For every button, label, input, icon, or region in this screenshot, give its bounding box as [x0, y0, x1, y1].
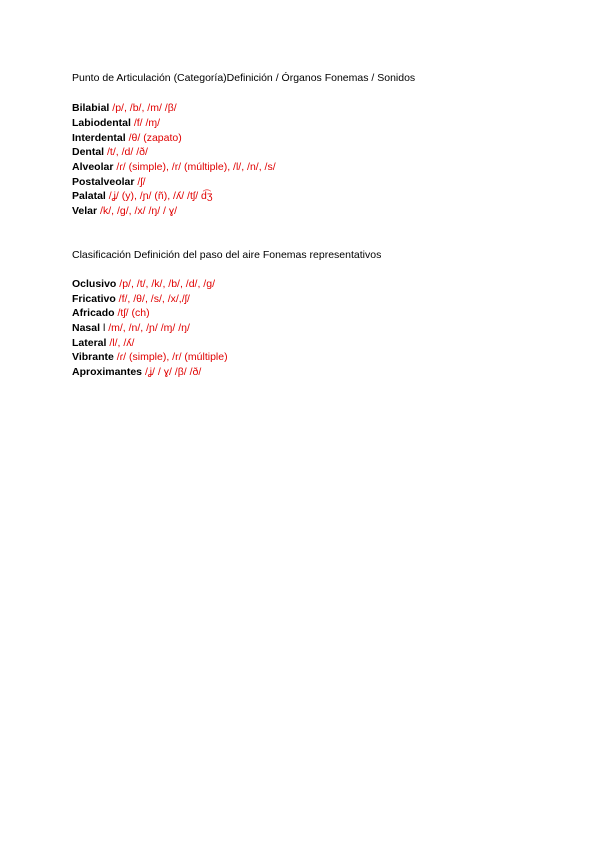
articulation-row-postalveolar: [72, 175, 146, 189]
row-term: Labiodental: [72, 117, 131, 129]
row-phonemes: /f/ /ɱ/: [130, 117, 161, 129]
manner-row-aproximantes: [72, 365, 201, 379]
articulation-row-velar: [72, 204, 177, 218]
articulation-row-labiodental: [72, 116, 160, 130]
row-term: Nasal: [72, 322, 101, 334]
row-term: Interdental: [72, 132, 126, 144]
row-phonemes: /f/, /θ/, /s/, /x/,/ʃ/: [115, 293, 190, 305]
row-term: Aproximantes: [72, 366, 143, 378]
articulation-row-interdental: [72, 131, 182, 145]
row-phonemes: /ʃ/: [134, 176, 146, 188]
row-term: Palatal: [72, 190, 106, 202]
row-phonemes: /k/, /g/, /x/ /ŋ/ / ɣ/: [97, 205, 178, 217]
row-term: Africado: [72, 307, 115, 319]
row-phonemes: /θ/ (zapato): [125, 132, 182, 144]
row-term: Postalveolar: [72, 176, 135, 188]
row-term: Bilabial: [72, 102, 110, 114]
row-term: Oclusivo: [72, 278, 117, 290]
row-term: Alveolar: [72, 161, 114, 173]
row-term: Dental: [72, 146, 105, 158]
row-term: Vibrante: [72, 351, 114, 363]
section2-heading: Clasificación Definición del paso del aire Fonemas representativos: [72, 249, 382, 261]
manner-row-africado: [72, 306, 150, 320]
row-term: Lateral: [72, 337, 107, 349]
row-phonemes: /m/, /n/, /ɲ/ /ɱ/ /ŋ/: [105, 322, 190, 334]
row-extra: l: [100, 322, 106, 334]
row-term: Fricativo: [72, 293, 116, 305]
row-phonemes: /ʝ/ / ɣ/ /β/ /ð/: [142, 366, 202, 378]
row-phonemes: /p/, /b/, /m/ /β/: [109, 102, 177, 114]
articulation-row-palatal: [72, 189, 213, 203]
manner-row-nasal: [72, 321, 190, 335]
row-term: Velar: [72, 205, 98, 217]
articulation-row-dental: [72, 145, 148, 159]
row-phonemes: /ɾ/ (simple), /r/ (múltiple): [113, 351, 228, 363]
row-phonemes: /tʃ/ (ch): [114, 307, 150, 319]
manner-row-vibrante: [72, 350, 228, 364]
manner-row-lateral: [72, 336, 134, 350]
articulation-row-alveolar: [72, 160, 276, 174]
row-phonemes: /l/, /ʎ/: [106, 337, 135, 349]
row-phonemes: /ʝ/ (y), /ɲ/ (ñ), /ʎ/ /tʃ/ d͡ʒ: [105, 190, 213, 202]
manner-row-oclusivo: [72, 277, 215, 291]
articulation-row-bilabial: [72, 101, 177, 115]
row-phonemes: /p/, /t/, /k/, /b/, /d/, /g/: [116, 278, 215, 290]
row-phonemes: /t/, /d/ /ð/: [104, 146, 148, 158]
manner-row-fricativo: [72, 292, 190, 306]
section1-heading: Punto de Articulación (Categoría)Definición / Órganos Fonemas / Sonidos: [72, 72, 416, 84]
row-phonemes: /ɾ/ (simple), /r/ (múltiple), /l/, /n/, /s/: [113, 161, 276, 173]
